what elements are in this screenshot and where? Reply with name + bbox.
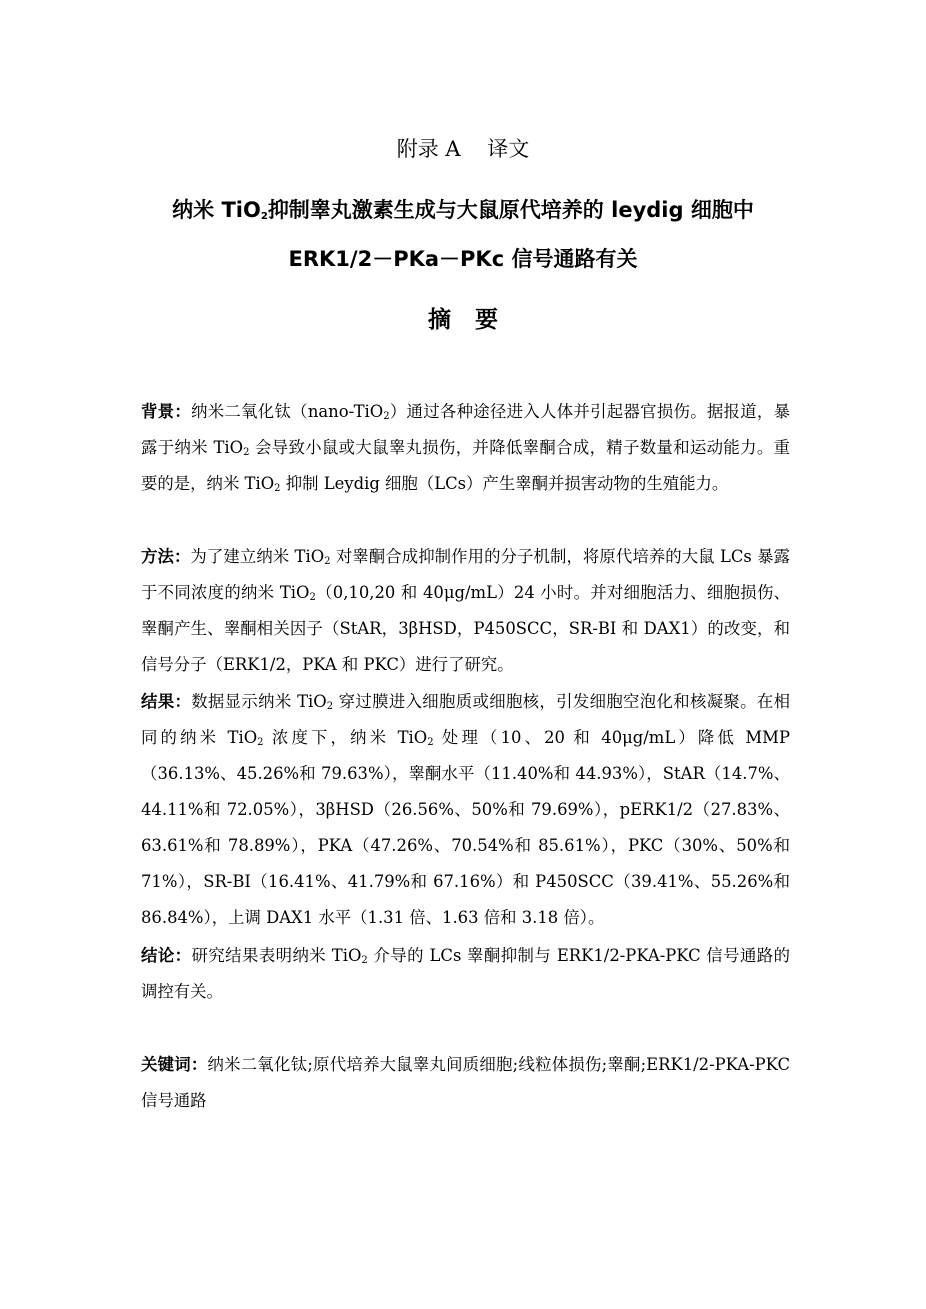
subscript: 2 xyxy=(243,447,250,458)
subscript: 2 xyxy=(309,592,316,603)
text: 为了建立纳米 TiO xyxy=(190,547,325,566)
title-part: 抑制睾丸激素生成与大鼠原代培养的 leydig 细胞中 xyxy=(267,198,754,222)
paper-title-line-1 xyxy=(0,195,926,225)
text: 浓度下，纳米 TiO xyxy=(263,728,428,747)
subscript: 2 xyxy=(260,211,268,222)
methods-paragraph xyxy=(141,539,790,683)
text: 数据显示纳米 TiO xyxy=(191,692,327,711)
appendix-title: 附录 A 译文 xyxy=(396,137,530,161)
text: 会导致小鼠或大鼠睾丸损伤，并降低睾酮合成，精子数量和运动能力。重要的是，纳米 TiO xyxy=(141,438,790,493)
subscript: 2 xyxy=(257,737,264,748)
paper-title-line-2: ERK1/2－PKa－PKc 信号通路有关 xyxy=(288,247,638,271)
results-paragraph xyxy=(141,684,790,936)
subscript: 2 xyxy=(361,955,368,966)
conclusion-paragraph xyxy=(141,938,790,1010)
subscript: 2 xyxy=(274,483,281,494)
results-label: 结果： xyxy=(141,692,192,711)
keywords-paragraph xyxy=(141,1047,790,1119)
subscript: 2 xyxy=(326,701,334,712)
conclusion-label: 结论： xyxy=(141,946,192,965)
text: ）通过各种途径进入人体并引起器官损伤。据报道，暴露于纳米 TiO xyxy=(141,402,791,457)
keywords-text: 纳米二氧化钛;原代培养大鼠睾丸间质细胞;线粒体损伤;睾酮;ERK1/2-PKA-PKC 信号通路 xyxy=(141,1055,790,1110)
background-label: 背景： xyxy=(141,402,192,421)
subscript: 2 xyxy=(383,411,390,422)
subscript: 2 xyxy=(427,737,434,748)
title-part: 纳米 TiO xyxy=(172,198,261,222)
text: （0,10,20 和 40μg/mL）24 小时。并对细胞活力、细胞损伤、睾酮产生、睾酮相关因子（StAR，3βHSD，P450SCC，SR-BI 和 DAX1）的改变，和信号分子（ERK1/2，PKA 和 PKC）进行了研究。 xyxy=(141,583,791,674)
text: 纳米二氧化钛（nano-TiO xyxy=(191,402,384,421)
text: 抑制 Leydig 细胞（LCs）产生睾酮并损害动物的生殖能力。 xyxy=(280,474,729,493)
text: 研究结果表明纳米 TiO xyxy=(191,946,362,965)
methods-label: 方法： xyxy=(141,547,191,566)
text: 介导的 LCs 睾酮抑制与 ERK1/2-PKA-PKC 信号通路的调控有关。 xyxy=(141,946,791,1001)
keywords-label: 关键词： xyxy=(141,1055,208,1074)
text: 对睾酮合成抑制作用的分子机制，将原代培养的大鼠 LCs 暴露于不同浓度的纳米 TiO xyxy=(141,547,791,602)
abstract-heading: 摘要 xyxy=(428,307,522,333)
background-paragraph xyxy=(141,394,790,502)
text: 处理（10、20 和 40μg/mL）降低 MMP（36.13%、45.26%和 79.63%），睾酮水平（11.40%和 44.93%），StAR（14.7%、44.11%和 72.05%），3βHSD（26.56%、50%和 79.69%），pERK1/2（27.83%、63.61%和 78.89%），PKA（47.26%、70.54%和 85.61%），PKC（30%、50%和 71%），SR-BI（16.41%、41.79%和 67.16%）和 P450SCC（39.41%、55.26%和 86.84%），上调 DAX1 水平（1.31 倍、1.63 倍和 3.18 倍）。 xyxy=(141,728,790,927)
text: 穿过膜进入细胞质或细胞核，引发细胞空泡化和核凝聚。在相同的纳米 TiO xyxy=(141,692,790,747)
subscript: 2 xyxy=(324,556,331,567)
